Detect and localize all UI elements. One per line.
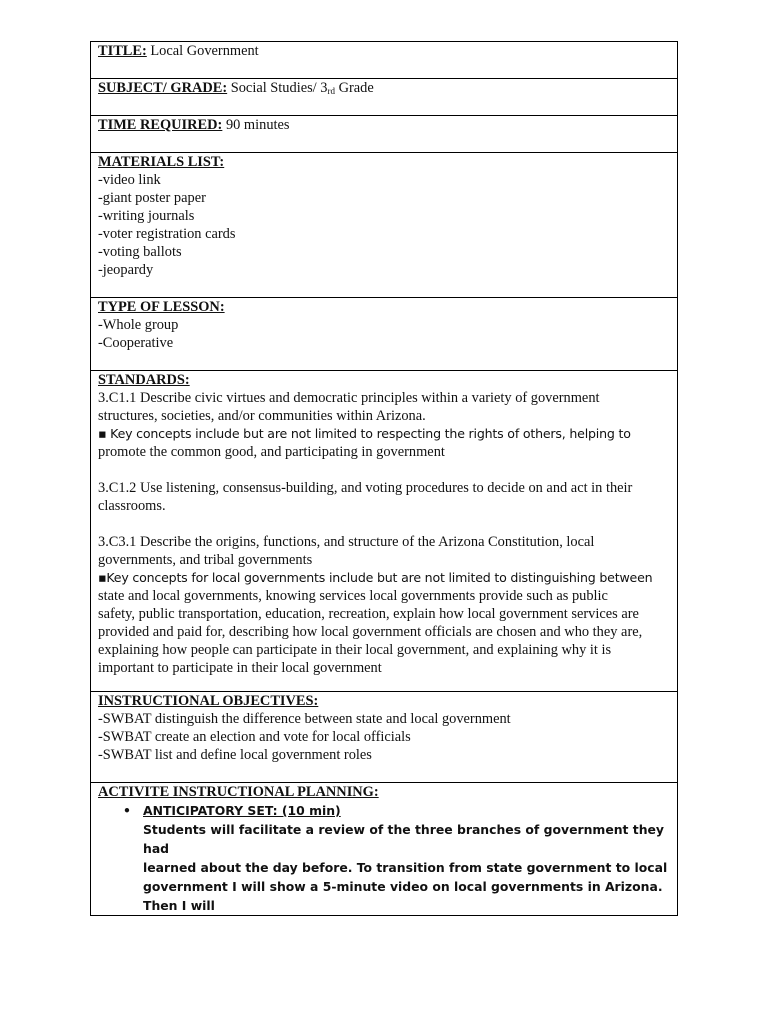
standard-key-concepts: ▪Key concepts for local governments include but are not limited to distinguishing between [98, 570, 653, 585]
materials-row [91, 153, 678, 298]
standard-text: classrooms. [98, 498, 166, 514]
lesson-type-heading: TYPE OF LESSON: [98, 299, 225, 315]
title-row [91, 42, 678, 79]
standard-text: safety, public transportation, education, recreation, explain how local government services are [98, 606, 639, 622]
objectives-row [91, 692, 678, 783]
bullet-icon: • [123, 803, 131, 818]
standard-text: important to participate in their local government [98, 660, 382, 676]
standards-heading: STANDARDS: [98, 372, 190, 388]
standard-text: state and local governments, knowing services local governments provide such as public [98, 588, 608, 604]
planning-cell [91, 783, 678, 916]
lesson-type-item: -Cooperative [98, 335, 174, 351]
time-value: 90 minutes [222, 117, 290, 133]
materials-cell [91, 153, 678, 298]
anticipatory-set-item [123, 801, 670, 915]
materials-item: -video link [98, 172, 161, 188]
subject-grade-suffix: rd [327, 86, 335, 96]
standard-text: 3.C1.1 Describe civic virtues and democratic principles within a variety of government [98, 390, 600, 406]
materials-item: -jeopardy [98, 262, 154, 278]
subject-cell [91, 79, 678, 116]
materials-item: -voting ballots [98, 244, 182, 260]
anticipatory-set-text: government I will show a 5-minute video on local governments in Arizona. Then I will [143, 879, 663, 913]
title-value: Local Government [146, 43, 259, 59]
standard-key-concepts: ▪ Key concepts include but are not limited to respecting the rights of others, helping to [98, 426, 631, 441]
title-label: TITLE: [98, 43, 147, 59]
time-label: TIME REQUIRED: [98, 117, 223, 133]
anticipatory-set-text: Students will facilitate a review of the three branches of government they had [143, 822, 664, 856]
standard-text: explaining how people can participate in their local government, and explaining why it is [98, 642, 612, 658]
standard-text: 3.C3.1 Describe the origins, functions, and structure of the Arizona Constitution, local [98, 534, 595, 550]
title-cell [91, 42, 678, 79]
time-row [91, 116, 678, 153]
subject-label: SUBJECT/ GRADE: [98, 80, 228, 96]
standards-cell [91, 371, 678, 692]
subject-value: Social Studies/ 3 [227, 80, 328, 96]
lesson-plan-table [90, 41, 678, 916]
lesson-type-cell [91, 298, 678, 371]
standard-text: promote the common good, and participating in government [98, 444, 445, 460]
objective-item: -SWBAT distinguish the difference between state and local government [98, 711, 511, 727]
time-cell [91, 116, 678, 153]
spacer [98, 515, 670, 533]
lesson-type-item: -Whole group [98, 317, 179, 333]
subject-value-end: Grade [334, 80, 374, 96]
standard-text: structures, societies, and/or communities within Arizona. [98, 408, 426, 424]
lesson-type-row [91, 298, 678, 371]
planning-heading: ACTIVITE INSTRUCTIONAL PLANNING: [98, 784, 379, 800]
planning-list [98, 801, 670, 915]
standard-text: provided and paid for, describing how local government officials are chosen and who they are, [98, 624, 643, 640]
anticipatory-set-title: ANTICIPATORY SET: (10 min) [143, 803, 341, 818]
materials-item: -voter registration cards [98, 226, 236, 242]
anticipatory-set-text: learned about the day before. To transition from state government to local [143, 860, 668, 875]
objectives-heading: INSTRUCTIONAL OBJECTIVES: [98, 693, 319, 709]
objective-item: -SWBAT create an election and vote for local officials [98, 729, 411, 745]
objectives-cell [91, 692, 678, 783]
materials-item: -writing journals [98, 208, 195, 224]
materials-item: -giant poster paper [98, 190, 206, 206]
spacer [98, 461, 670, 479]
standards-row [91, 371, 678, 692]
standard-text: 3.C1.2 Use listening, consensus-building, and voting procedures to decide on and act in their [98, 480, 633, 496]
subject-row [91, 79, 678, 116]
materials-heading: MATERIALS LIST: [98, 154, 225, 170]
planning-row [91, 783, 678, 916]
standard-text: governments, and tribal governments [98, 552, 313, 568]
objective-item: -SWBAT list and define local government roles [98, 747, 372, 763]
